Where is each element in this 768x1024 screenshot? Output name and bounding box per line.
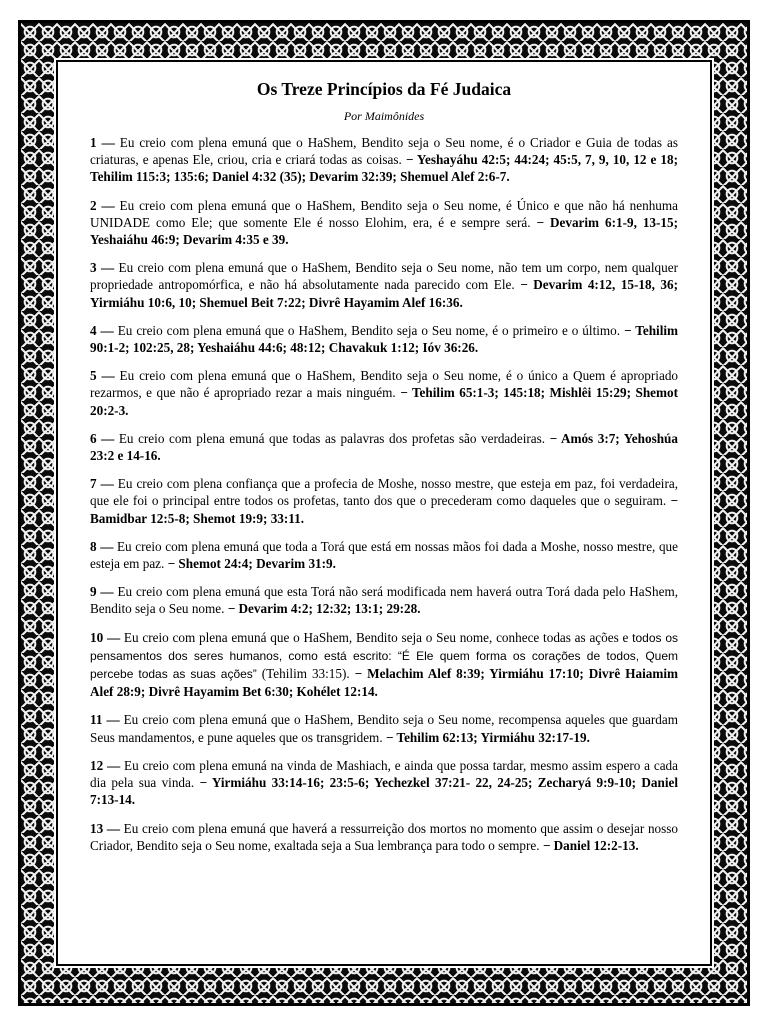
principle-text: Eu creio com plena emuná que o HaShem, Bendito seja o Seu nome, não tem um corpo, nem qualquer propriedade antropomórfica, e não há absolutamente nada parecido com Ele.: [90, 260, 678, 293]
principle-references: − Yirmiáhu 33:14-16; 23:5-6; Yechezkel 37:21- 22, 24-25; Zecharyá 9:9-10; Daniel 7:13-14.: [90, 775, 678, 808]
principle-1: [90, 134, 678, 186]
principle-12: [90, 757, 678, 809]
principle-7: [90, 475, 678, 527]
principle-text: Eu creio com plena emuná que todas as palavras dos profetas são verdadeiras.: [114, 430, 550, 446]
principle-text: Eu creio com plena emuná que o HaShem, Bendito seja o Seu nome, é o único a Quem é apropriado rezarmos, e que não é apropriado rezar a mais ninguém.: [90, 368, 679, 401]
principle-13: [90, 820, 678, 854]
principle-number: 13 —: [90, 820, 121, 836]
principle-number: 9 —: [90, 584, 114, 600]
principle-references: − Devarim 4:12, 15-18, 36; Yirmiáhu 10:6, 10; Shemuel Beit 7:22; Divrê Hayamim Alef 16:36.: [90, 277, 678, 310]
principle-text: Eu creio com plena emuná que o HaShem, Bendito seja o Seu nome, é o Criador e Guia de todas as criaturas, e apenas Ele, criou, cria e criará todas as coisas.: [90, 135, 678, 168]
principle-text: Eu creio com plena emuná na vinda de Mashiach, e ainda que possa tardar, mesmo assim espero a cada dia pela sua vinda.: [90, 757, 679, 791]
principle-references: − Tehilim 62:13; Yirmiáhu 32:17-19.: [385, 729, 590, 745]
principle-references: − Bamidbar 12:5-8; Shemot 19:9; 33:11.: [90, 493, 678, 526]
principle-text: Eu creio com plena emuná que o HaShem, Bendito seja o Seu nome, conhece todas as ações e: [120, 629, 633, 645]
principle-quote: todos os pensamentos dos seres humanos, como está escrito: “É Ele quem forma os corações de todos, Quem percebe todas as suas ações”: [90, 630, 678, 682]
principle-6: [90, 430, 678, 464]
principle-citation: (Tehilim 33:15).: [256, 666, 355, 682]
principle-number: 12 —: [90, 757, 121, 773]
principle-text: Eu creio com plena emuná que o HaShem, Bendito seja o Seu nome, recompensa aqueles que guardam Seus mandamentos, e pune aqueles que os transgridem.: [90, 712, 678, 745]
principle-references: − Tehilim 65:1-3; 145:18; Mishlêi 15:29; Shemot 20:2-3.: [90, 385, 678, 418]
principle-number: 3 —: [90, 260, 115, 276]
principle-references: − Tehilim 90:1-2; 102:25, 28; Yeshaiáhu 44:6; 48:12; Chavakuk 1:12; Ióv 36:26.: [90, 322, 679, 356]
principle-2: [90, 197, 678, 249]
principle-text: Eu creio com plena emuná que o HaShem, Bendito seja o Seu nome, é Único e que não há nenhuma UNIDADE como Ele; que somente Ele é nosso Elohim, era, é e sempre será.: [90, 197, 679, 230]
document-author: Por Maimônides: [343, 109, 425, 123]
principle-text: Eu creio com plena emuná que toda a Torá que está em nossas mãos foi dada a Moshe, nosso mestre, que esteja em paz.: [90, 538, 678, 572]
principle-number: 8 —: [90, 538, 114, 554]
principle-references: − Amós 3:7; Yehoshúa 23:2 e 14-16.: [90, 430, 678, 464]
principle-3: [90, 259, 678, 311]
principle-number: 10 —: [90, 629, 121, 645]
document-body: [90, 78, 678, 865]
principle-10: [90, 629, 678, 701]
principle-8: [90, 538, 678, 572]
principle-number: 4 —: [90, 322, 114, 338]
principle-number: 6 —: [90, 430, 115, 446]
principle-number: 1 —: [90, 135, 115, 150]
principle-4: [90, 322, 678, 356]
principle-references: − Shemot 24:4; Devarim 31:9.: [167, 556, 336, 572]
principle-references: − Melachim Alef 8:39; Yirmiáhu 17:10; Divrê Haiamim Alef 28:9; Divrê Hayamim Bet 6:30; Kohélet 12:14.: [90, 666, 678, 700]
principle-11: [90, 711, 678, 745]
principle-number: 5 —: [90, 368, 115, 384]
principle-5: [90, 367, 678, 419]
principle-text: Eu creio com plena confiança que a profecia de Moshe, nosso mestre, que esteja em paz, foi verdadeira, que ele foi o principal entre todos os profetas, tanto dos que o precederam como daqueles que o seguiram.: [90, 476, 678, 509]
principle-text: Eu creio com plena emuná que haverá a ressurreição dos mortos no momento que assim o desejar nosso Criador, Bendito seja o Seu nome, exaltada seja a Sua lembrança para todo o sempre.: [90, 820, 678, 853]
principle-text: Eu creio com plena emuná que o HaShem, Bendito seja o Seu nome, é o primeiro e o último.: [113, 322, 625, 338]
principle-number: 2 —: [90, 197, 115, 213]
principle-references: − Devarim 6:1-9, 13-15; Yeshaiáhu 46:9; Devarim 4:35 e 39.: [90, 214, 678, 248]
principle-references: − Devarim 4:2; 12:32; 13:1; 29:28.: [227, 601, 421, 617]
document-title: Os Treze Princípios da Fé Judaica: [256, 79, 512, 99]
principle-9: [90, 583, 678, 617]
principle-references: − Daniel 12:2-13.: [542, 837, 639, 853]
principle-references: − Yeshayáhu 42:5; 44:24; 45:5, 7, 9, 10, 12 e 18; Tehilim 115:3; 135:6; Daniel 4:32 (35); Devarim 32:39; Shemuel Alef 2:6-7.: [90, 152, 678, 185]
principle-number: 11 —: [90, 712, 120, 728]
principle-text: Eu creio com plena emuná que esta Torá não será modificada nem haverá outra Torá dada pelo HaShem, Bendito seja o Seu nome.: [90, 584, 678, 617]
principle-number: 7 —: [90, 476, 114, 492]
